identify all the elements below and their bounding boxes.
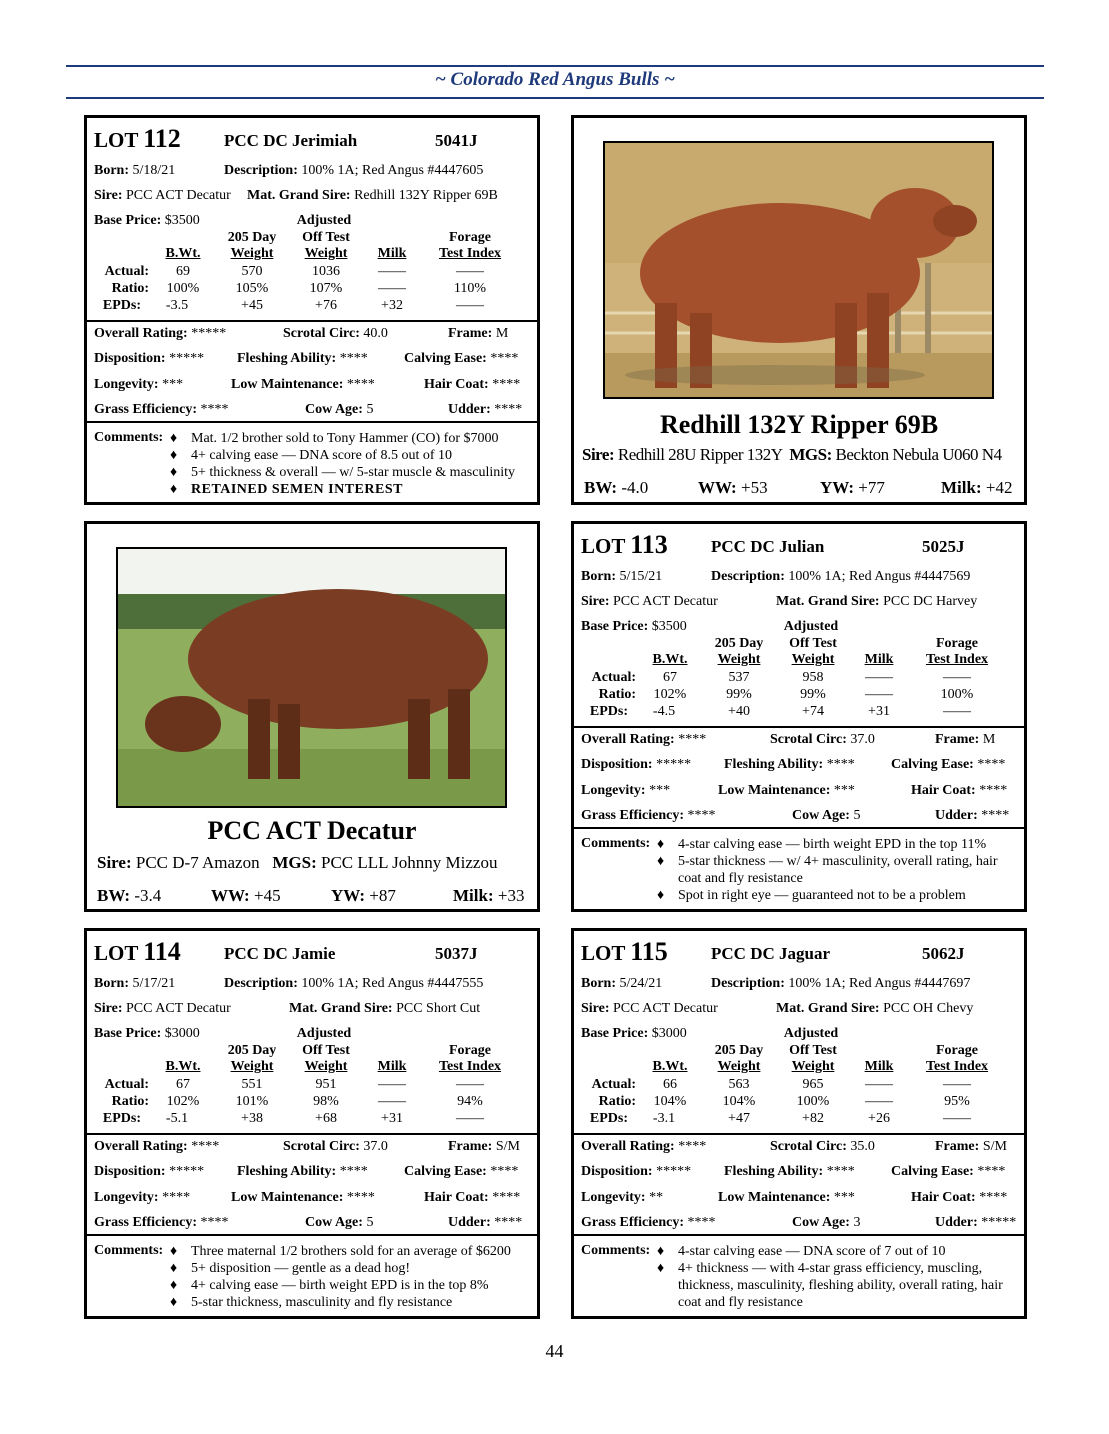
comments-label: Comments: xyxy=(94,430,164,445)
actual-milk: —— xyxy=(378,264,406,279)
col-adjusted-label: Adjusted xyxy=(296,213,352,228)
feature-bw: BW: -4.0 xyxy=(584,478,649,497)
description-line: Description: 100% 1A; Red Angus #4447697 xyxy=(711,976,971,991)
diamond-bullet-icon: ♦ xyxy=(170,431,178,446)
actual-forage: —— xyxy=(943,1077,971,1092)
calving-ease: Calving Ease: **** xyxy=(891,1164,1006,1179)
disposition: Disposition: ***** xyxy=(94,351,205,366)
sire-line: Sire: PCC ACT Decatur xyxy=(581,1001,718,1016)
epd-forage: —— xyxy=(456,298,484,313)
description-line: Description: 100% 1A; Red Angus #4447569 xyxy=(711,569,971,584)
actual-offtest: 958 xyxy=(802,670,824,685)
header-bottom-rule xyxy=(66,97,1044,99)
disposition: Disposition: ***** xyxy=(94,1164,205,1179)
actual-bwt: 67 xyxy=(176,1077,190,1092)
ratio-milk: —— xyxy=(378,1094,406,1109)
section-divider xyxy=(87,1234,537,1236)
actual-205: 551 xyxy=(241,1077,263,1092)
col-offtest-label: Off Test Weight xyxy=(302,1043,350,1074)
ratio-205: 105% xyxy=(235,281,269,296)
actual-milk: —— xyxy=(865,1077,893,1092)
comments-list xyxy=(657,1243,1018,1311)
fleshing-ability: Fleshing Ability: **** xyxy=(724,757,855,772)
hair-coat: Hair Coat: **** xyxy=(424,1190,521,1205)
longevity: Longevity: *** xyxy=(94,377,184,392)
mgs-line: Mat. Grand Sire: Redhill 132Y Ripper 69B xyxy=(247,188,498,203)
base-price: Base Price: $3000 xyxy=(94,1026,200,1041)
scrotal-circ: Scrotal Circ: 35.0 xyxy=(770,1139,875,1154)
comment-item: ♦ Spot in right eye — guaranteed not to be a problem xyxy=(657,888,966,903)
actual-205: 570 xyxy=(241,264,263,279)
epd-forage: —— xyxy=(943,1111,971,1126)
page-title: ~ Colorado Red Angus Bulls ~ xyxy=(434,69,676,90)
sire-line: Sire: PCC ACT Decatur xyxy=(94,188,231,203)
frame: Frame: S/M xyxy=(448,1139,520,1154)
feature-yw: YW: +77 xyxy=(820,478,885,497)
feature-yw: YW: +87 xyxy=(331,886,396,905)
bull-name: PCC DC Julian xyxy=(711,537,825,556)
actual-bwt: 66 xyxy=(663,1077,677,1092)
ratio-offtest: 99% xyxy=(800,687,826,702)
sire-line: Sire: PCC ACT Decatur xyxy=(94,1001,231,1016)
grass-efficiency: Grass Efficiency: **** xyxy=(94,402,229,417)
lot-number: LOT 113 xyxy=(581,530,668,559)
epd-205: +45 xyxy=(241,298,263,313)
row-label-actual: Actual: xyxy=(591,1077,636,1092)
lot-card xyxy=(571,928,1027,1319)
comment-item: ♦ Mat. 1/2 brother sold to Tony Hammer (CO) for $7000 xyxy=(170,431,499,446)
col-205-label: 205 Day Weight xyxy=(714,636,764,667)
fleshing-ability: Fleshing Ability: **** xyxy=(237,351,368,366)
actual-bwt: 67 xyxy=(663,670,677,685)
col-forage-label: Forage Test Index xyxy=(925,636,989,667)
low-maintenance: Low Maintenance: *** xyxy=(718,783,855,798)
hair-coat: Hair Coat: **** xyxy=(424,377,521,392)
overall-rating: Overall Rating: ***** xyxy=(94,326,227,341)
actual-milk: —— xyxy=(378,1077,406,1092)
lot-header xyxy=(94,124,530,154)
frame: Frame: S/M xyxy=(935,1139,1007,1154)
ratio-bwt: 102% xyxy=(653,687,687,702)
ratio-205: 101% xyxy=(235,1094,269,1109)
epd-offtest: +74 xyxy=(802,704,824,719)
description-line: Description: 100% 1A; Red Angus #4447605 xyxy=(224,163,484,178)
udder: Udder: ***** xyxy=(935,1215,1017,1230)
born-line: Born: 5/17/21 xyxy=(94,976,176,991)
description-line: Description: 100% 1A; Red Angus #4447555 xyxy=(224,976,484,991)
tag-number: 5041J xyxy=(435,131,478,150)
epd-offtest: +82 xyxy=(802,1111,824,1126)
actual-offtest: 965 xyxy=(802,1077,824,1092)
ratio-forage: 95% xyxy=(944,1094,970,1109)
feature-ww: WW: +45 xyxy=(211,886,281,905)
tag-number: 5025J xyxy=(922,537,965,556)
hair-coat: Hair Coat: **** xyxy=(911,1190,1008,1205)
diamond-bullet-icon: ♦ xyxy=(657,837,665,852)
comment-item: ♦ Three maternal 1/2 brothers sold for an average of $6200 xyxy=(170,1244,511,1259)
actual-bwt: 69 xyxy=(176,264,190,279)
bull-photo xyxy=(603,141,994,399)
feature-sire-card xyxy=(84,521,540,912)
ratio-bwt: 104% xyxy=(653,1094,687,1109)
section-divider xyxy=(574,726,1024,728)
comment-item: ♦ 5+ thickness & overall — w/ 5-star muscle & masculinity xyxy=(170,465,516,480)
epd-bwt: -5.1 xyxy=(165,1111,189,1126)
ratio-bwt: 100% xyxy=(166,281,200,296)
feature-milk: Milk: +42 xyxy=(941,478,1013,497)
comment-item: ♦ RETAINED SEMEN INTEREST xyxy=(170,482,403,497)
born-line: Born: 5/15/21 xyxy=(581,569,663,584)
ratio-205: 104% xyxy=(722,1094,756,1109)
actual-offtest: 1036 xyxy=(312,264,340,279)
comment-item: ♦ 4+ calving ease — birth weight EPD is in the top 8% xyxy=(170,1278,489,1293)
row-label-epds: EPDs: xyxy=(102,1111,141,1126)
bull-name: PCC DC Jamie xyxy=(224,944,336,963)
low-maintenance: Low Maintenance: *** xyxy=(718,1190,855,1205)
ratio-bwt: 102% xyxy=(166,1094,200,1109)
grass-efficiency: Grass Efficiency: **** xyxy=(581,808,716,823)
epd-offtest: +76 xyxy=(315,298,337,313)
epd-milk: +32 xyxy=(381,298,403,313)
epd-forage: —— xyxy=(943,704,971,719)
udder: Udder: **** xyxy=(448,402,523,417)
ratio-forage: 94% xyxy=(457,1094,483,1109)
longevity: Longevity: *** xyxy=(581,783,671,798)
ratio-milk: —— xyxy=(865,1094,893,1109)
col-offtest-label: Off Test Weight xyxy=(789,1043,837,1074)
lot-number: LOT 112 xyxy=(94,124,181,153)
bull-name: PCC DC Jaguar xyxy=(711,944,830,963)
comment-item: ♦ 4-star calving ease — birth weight EPD in the top 11% xyxy=(657,837,987,852)
lot-header xyxy=(581,530,1017,560)
low-maintenance: Low Maintenance: **** xyxy=(231,377,375,392)
row-label-epds: EPDs: xyxy=(589,1111,628,1126)
calving-ease: Calving Ease: **** xyxy=(404,351,519,366)
epd-milk: +31 xyxy=(868,704,890,719)
ratio-offtest: 107% xyxy=(309,281,343,296)
col-forage-label: Forage Test Index xyxy=(925,1043,989,1074)
scrotal-circ: Scrotal Circ: 37.0 xyxy=(283,1139,388,1154)
col-milk-label: Milk xyxy=(864,1059,894,1074)
col-bwt-label: B.Wt. xyxy=(165,246,201,261)
diamond-bullet-icon: ♦ xyxy=(170,1261,178,1276)
cow-age: Cow Age: 5 xyxy=(305,402,374,417)
longevity: Longevity: **** xyxy=(94,1190,191,1205)
bull-photo-illustration xyxy=(118,549,507,808)
frame: Frame: M xyxy=(448,326,509,341)
feature-milk: Milk: +33 xyxy=(453,886,525,905)
epd-offtest: +68 xyxy=(315,1111,337,1126)
bull-photo-illustration xyxy=(605,143,994,399)
actual-forage: —— xyxy=(943,670,971,685)
bull-name: PCC DC Jerimiah xyxy=(224,131,358,150)
col-205-label: 205 Day Weight xyxy=(227,1043,277,1074)
feature-pedigree: Sire: Redhill 28U Ripper 132Y MGS: Beckton Nebula U060 N4 xyxy=(582,445,1002,464)
frame: Frame: M xyxy=(935,732,996,747)
calving-ease: Calving Ease: **** xyxy=(891,757,1006,772)
lot-card xyxy=(84,928,540,1319)
row-label-epds: EPDs: xyxy=(102,298,141,313)
row-label-epds: EPDs: xyxy=(589,704,628,719)
feature-ww: WW: +53 xyxy=(698,478,768,497)
epd-bwt: -3.1 xyxy=(652,1111,676,1126)
hair-coat: Hair Coat: **** xyxy=(911,783,1008,798)
lot-number: LOT 115 xyxy=(581,937,668,966)
col-forage-label: Forage Test Index xyxy=(438,230,502,261)
diamond-bullet-icon: ♦ xyxy=(657,854,665,869)
feature-pedigree: Sire: PCC D-7 Amazon MGS: PCC LLL Johnny Mizzou xyxy=(97,853,498,872)
lot-card xyxy=(571,521,1027,912)
epd-milk: +31 xyxy=(381,1111,403,1126)
feature-bw: BW: -3.4 xyxy=(97,886,162,905)
tag-number: 5062J xyxy=(922,944,965,963)
longevity: Longevity: ** xyxy=(581,1190,664,1205)
col-adjusted-label: Adjusted xyxy=(783,1026,839,1041)
col-bwt-label: B.Wt. xyxy=(165,1059,201,1074)
section-divider xyxy=(574,1234,1024,1236)
col-milk-label: Milk xyxy=(377,1059,407,1074)
section-divider xyxy=(87,320,537,322)
comment-item: ♦ 4+ thickness — with 4-star grass efficiency, muscling, thickness, masculinity, fleshing ability, overall rating, hair coat and fly resistance xyxy=(657,1261,1003,1310)
diamond-bullet-icon: ♦ xyxy=(170,1295,178,1310)
sire-line: Sire: PCC ACT Decatur xyxy=(581,594,718,609)
col-bwt-label: B.Wt. xyxy=(652,1059,688,1074)
actual-milk: —— xyxy=(865,670,893,685)
overall-rating: Overall Rating: **** xyxy=(94,1139,220,1154)
comments-list xyxy=(170,1243,531,1311)
mgs-line: Mat. Grand Sire: PCC Short Cut xyxy=(289,1001,481,1016)
row-label-ratio: Ratio: xyxy=(598,687,636,702)
base-price: Base Price: $3000 xyxy=(581,1026,687,1041)
disposition: Disposition: ***** xyxy=(581,757,692,772)
epd-205: +47 xyxy=(728,1111,750,1126)
section-divider xyxy=(87,1133,537,1135)
col-milk-label: Milk xyxy=(864,652,894,667)
mgs-line: Mat. Grand Sire: PCC DC Harvey xyxy=(776,594,978,609)
col-offtest-label: Off Test Weight xyxy=(789,636,837,667)
grass-efficiency: Grass Efficiency: **** xyxy=(94,1215,229,1230)
udder: Udder: **** xyxy=(935,808,1010,823)
col-bwt-label: B.Wt. xyxy=(652,652,688,667)
lot-header xyxy=(94,937,530,967)
col-205-label: 205 Day Weight xyxy=(714,1043,764,1074)
diamond-bullet-icon: ♦ xyxy=(170,465,178,480)
col-adjusted-label: Adjusted xyxy=(296,1026,352,1041)
actual-205: 563 xyxy=(728,1077,750,1092)
diamond-bullet-icon: ♦ xyxy=(657,888,665,903)
comment-item: ♦ 5-star thickness — w/ 4+ masculinity, overall rating, hair coat and fly resistance xyxy=(657,854,998,886)
actual-offtest: 951 xyxy=(315,1077,337,1092)
lot-number: LOT 114 xyxy=(94,937,181,966)
cow-age: Cow Age: 5 xyxy=(305,1215,374,1230)
epd-forage: —— xyxy=(456,1111,484,1126)
row-label-ratio: Ratio: xyxy=(598,1094,636,1109)
cow-age: Cow Age: 3 xyxy=(792,1215,861,1230)
feature-bull-name: Redhill 132Y Ripper 69B xyxy=(659,410,939,439)
feature-sire-card xyxy=(571,115,1027,505)
disposition: Disposition: ***** xyxy=(581,1164,692,1179)
mgs-line: Mat. Grand Sire: PCC OH Chevy xyxy=(776,1001,974,1016)
ratio-offtest: 98% xyxy=(313,1094,339,1109)
epd-milk: +26 xyxy=(868,1111,890,1126)
page-number: 44 xyxy=(545,1341,564,1361)
scrotal-circ: Scrotal Circ: 37.0 xyxy=(770,732,875,747)
cow-age: Cow Age: 5 xyxy=(792,808,861,823)
diamond-bullet-icon: ♦ xyxy=(170,1244,178,1259)
row-label-actual: Actual: xyxy=(104,264,149,279)
diamond-bullet-icon: ♦ xyxy=(657,1244,665,1259)
section-divider xyxy=(574,827,1024,829)
ratio-milk: —— xyxy=(378,281,406,296)
tag-number: 5037J xyxy=(435,944,478,963)
born-line: Born: 5/18/21 xyxy=(94,163,176,178)
epd-bwt: -3.5 xyxy=(165,298,189,313)
row-label-ratio: Ratio: xyxy=(111,1094,149,1109)
comment-item: ♦ 5+ disposition — gentle as a dead hog! xyxy=(170,1261,411,1276)
comments-list xyxy=(657,836,1018,904)
actual-forage: —— xyxy=(456,264,484,279)
comments-list xyxy=(170,430,531,498)
actual-forage: —— xyxy=(456,1077,484,1092)
ratio-205: 99% xyxy=(726,687,752,702)
comment-item: ♦ 5-star thickness, masculinity and fly resistance xyxy=(170,1295,453,1310)
epd-205: +40 xyxy=(728,704,750,719)
fleshing-ability: Fleshing Ability: **** xyxy=(724,1164,855,1179)
actual-205: 537 xyxy=(728,670,750,685)
comments-label: Comments: xyxy=(581,1243,651,1258)
section-divider xyxy=(574,1133,1024,1135)
ratio-forage: 100% xyxy=(940,687,974,702)
epd-bwt: -4.5 xyxy=(652,704,676,719)
comments-label: Comments: xyxy=(581,836,651,851)
col-205-label: 205 Day Weight xyxy=(227,230,277,261)
ratio-offtest: 100% xyxy=(796,1094,830,1109)
ratio-forage: 110% xyxy=(453,281,487,296)
col-adjusted-label: Adjusted xyxy=(783,619,839,634)
comment-item: ♦ 4+ calving ease — DNA score of 8.5 out of 10 xyxy=(170,448,453,463)
udder: Udder: **** xyxy=(448,1215,523,1230)
col-milk-label: Milk xyxy=(377,246,407,261)
comment-item: ♦ 4-star calving ease — DNA score of 7 out of 10 xyxy=(657,1244,946,1259)
header-top-rule xyxy=(66,65,1044,67)
feature-bull-name: PCC ACT Decatur xyxy=(207,816,417,845)
comments-label: Comments: xyxy=(94,1243,164,1258)
diamond-bullet-icon: ♦ xyxy=(170,482,178,497)
overall-rating: Overall Rating: **** xyxy=(581,1139,707,1154)
diamond-bullet-icon: ♦ xyxy=(170,448,178,463)
overall-rating: Overall Rating: **** xyxy=(581,732,707,747)
lot-header xyxy=(581,937,1017,967)
row-label-actual: Actual: xyxy=(104,1077,149,1092)
col-offtest-label: Off Test Weight xyxy=(302,230,350,261)
base-price: Base Price: $3500 xyxy=(94,213,200,228)
grass-efficiency: Grass Efficiency: **** xyxy=(581,1215,716,1230)
diamond-bullet-icon: ♦ xyxy=(657,1261,665,1276)
col-forage-label: Forage Test Index xyxy=(438,1043,502,1074)
low-maintenance: Low Maintenance: **** xyxy=(231,1190,375,1205)
lot-card xyxy=(84,115,540,505)
row-label-ratio: Ratio: xyxy=(111,281,149,296)
diamond-bullet-icon: ♦ xyxy=(170,1278,178,1293)
ratio-milk: —— xyxy=(865,687,893,702)
fleshing-ability: Fleshing Ability: **** xyxy=(237,1164,368,1179)
scrotal-circ: Scrotal Circ: 40.0 xyxy=(283,326,388,341)
born-line: Born: 5/24/21 xyxy=(581,976,663,991)
bull-photo xyxy=(116,547,507,808)
base-price: Base Price: $3500 xyxy=(581,619,687,634)
epd-205: +38 xyxy=(241,1111,263,1126)
calving-ease: Calving Ease: **** xyxy=(404,1164,519,1179)
row-label-actual: Actual: xyxy=(591,670,636,685)
section-divider xyxy=(87,421,537,423)
